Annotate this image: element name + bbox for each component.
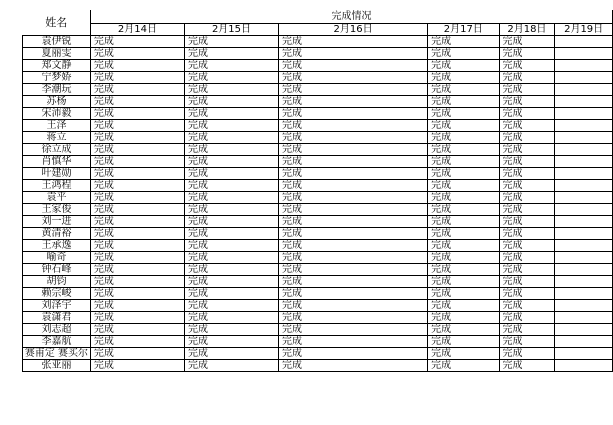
student-name-cell: 张亚丽: [23, 360, 91, 372]
table-row: [23, 288, 613, 300]
status-cell: 完成: [90, 360, 184, 372]
status-cell: [555, 276, 613, 288]
table-row: [23, 300, 613, 312]
status-cell: 完成: [279, 348, 428, 360]
status-cell: 完成: [90, 288, 184, 300]
student-name-cell: 刘泽宇: [23, 300, 91, 312]
table-row: [23, 108, 613, 120]
student-name-cell: 宁梦娇: [23, 72, 91, 84]
status-cell: 完成: [90, 216, 184, 228]
student-name-cell: 王鸿程: [23, 180, 91, 192]
status-cell: 完成: [499, 300, 555, 312]
status-cell: 完成: [279, 84, 428, 96]
status-cell: 完成: [279, 252, 428, 264]
status-cell: [555, 36, 613, 48]
status-cell: 完成: [279, 60, 428, 72]
status-cell: 完成: [428, 144, 499, 156]
student-name-cell: 王承逸: [23, 240, 91, 252]
status-cell: [555, 228, 613, 240]
student-name-cell: 李嘉航: [23, 336, 91, 348]
status-cell: 完成: [499, 288, 555, 300]
table-row: [23, 120, 613, 132]
status-cell: 完成: [428, 336, 499, 348]
student-name-cell: 王家俊: [23, 204, 91, 216]
status-cell: 完成: [428, 348, 499, 360]
status-cell: [555, 180, 613, 192]
status-cell: 完成: [428, 264, 499, 276]
status-cell: 完成: [499, 72, 555, 84]
status-cell: [555, 216, 613, 228]
status-cell: 完成: [499, 84, 555, 96]
table-row: [23, 276, 613, 288]
status-cell: 完成: [184, 72, 278, 84]
name-column-header: 姓名: [23, 10, 91, 36]
status-cell: 完成: [428, 96, 499, 108]
table-row: [23, 312, 613, 324]
status-cell: 完成: [184, 240, 278, 252]
status-cell: 完成: [90, 36, 184, 48]
status-cell: 完成: [90, 72, 184, 84]
table-row: [23, 180, 613, 192]
status-cell: 完成: [184, 156, 278, 168]
status-cell: 完成: [90, 192, 184, 204]
status-cell: 完成: [184, 60, 278, 72]
status-cell: 完成: [499, 132, 555, 144]
student-name-cell: 袁平: [23, 192, 91, 204]
status-cell: 完成: [428, 276, 499, 288]
status-cell: 完成: [90, 84, 184, 96]
status-cell: 完成: [428, 48, 499, 60]
table-row: [23, 348, 613, 360]
status-cell: [555, 348, 613, 360]
status-cell: [555, 84, 613, 96]
status-cell: 完成: [184, 120, 278, 132]
status-cell: 完成: [428, 120, 499, 132]
status-cell: [555, 48, 613, 60]
status-cell: 完成: [90, 300, 184, 312]
status-cell: 完成: [279, 264, 428, 276]
status-cell: [555, 192, 613, 204]
status-cell: 完成: [90, 312, 184, 324]
status-cell: 完成: [428, 36, 499, 48]
status-cell: 完成: [428, 216, 499, 228]
completion-table: [22, 10, 613, 372]
status-cell: 完成: [499, 120, 555, 132]
status-cell: 完成: [90, 324, 184, 336]
status-cell: 完成: [428, 108, 499, 120]
student-name-cell: 夏丽雯: [23, 48, 91, 60]
status-cell: 完成: [499, 216, 555, 228]
status-cell: 完成: [499, 252, 555, 264]
status-cell: 完成: [90, 252, 184, 264]
status-cell: 完成: [279, 96, 428, 108]
status-cell: 完成: [184, 36, 278, 48]
student-name-cell: 徐立成: [23, 144, 91, 156]
table-row: [23, 240, 613, 252]
status-cell: [555, 360, 613, 372]
table-row: [23, 168, 613, 180]
status-cell: 完成: [279, 108, 428, 120]
status-cell: 完成: [499, 276, 555, 288]
status-cell: 完成: [90, 120, 184, 132]
status-cell: [555, 132, 613, 144]
status-cell: 完成: [428, 204, 499, 216]
status-cell: 完成: [499, 36, 555, 48]
status-cell: 完成: [279, 168, 428, 180]
table-row: [23, 72, 613, 84]
status-cell: 完成: [499, 324, 555, 336]
status-cell: 完成: [279, 216, 428, 228]
status-cell: 完成: [428, 312, 499, 324]
status-cell: 完成: [279, 240, 428, 252]
status-cell: 完成: [499, 108, 555, 120]
student-name-cell: 黄清裕: [23, 228, 91, 240]
status-cell: 完成: [184, 336, 278, 348]
date-column-header: 2月14日: [90, 24, 184, 36]
status-cell: 完成: [428, 240, 499, 252]
status-cell: [555, 324, 613, 336]
status-cell: 完成: [499, 336, 555, 348]
student-name-cell: 袁伊锐: [23, 36, 91, 48]
status-cell: 完成: [428, 180, 499, 192]
status-cell: [555, 264, 613, 276]
status-cell: 完成: [184, 252, 278, 264]
status-cell: 完成: [184, 180, 278, 192]
status-cell: 完成: [279, 36, 428, 48]
student-name-cell: 王泽: [23, 120, 91, 132]
student-name-cell: 刘一进: [23, 216, 91, 228]
student-name-cell: 赖宗峻: [23, 288, 91, 300]
student-name-cell: 喻奇: [23, 252, 91, 264]
status-cell: 完成: [90, 180, 184, 192]
date-column-header: 2月18日: [499, 24, 555, 36]
date-column-header: 2月15日: [184, 24, 278, 36]
status-cell: [555, 96, 613, 108]
table-row: [23, 192, 613, 204]
status-cell: 完成: [90, 168, 184, 180]
status-cell: 完成: [184, 348, 278, 360]
status-cell: 完成: [184, 48, 278, 60]
table-row: [23, 96, 613, 108]
status-cell: 完成: [184, 144, 278, 156]
status-cell: 完成: [499, 312, 555, 324]
status-cell: 完成: [428, 84, 499, 96]
status-cell: 完成: [499, 60, 555, 72]
table-row: [23, 144, 613, 156]
status-cell: [555, 204, 613, 216]
status-cell: [555, 120, 613, 132]
status-cell: 完成: [184, 324, 278, 336]
status-cell: 完成: [90, 228, 184, 240]
status-cell: 完成: [279, 336, 428, 348]
status-cell: 完成: [279, 360, 428, 372]
status-cell: 完成: [184, 132, 278, 144]
status-cell: 完成: [279, 156, 428, 168]
status-cell: [555, 156, 613, 168]
status-cell: 完成: [184, 204, 278, 216]
status-cell: 完成: [279, 192, 428, 204]
status-cell: 完成: [499, 204, 555, 216]
status-cell: 完成: [90, 240, 184, 252]
status-cell: 完成: [499, 156, 555, 168]
status-cell: [555, 108, 613, 120]
status-cell: 完成: [428, 300, 499, 312]
status-cell: 完成: [279, 120, 428, 132]
status-cell: 完成: [499, 48, 555, 60]
status-cell: 完成: [428, 72, 499, 84]
status-cell: 完成: [279, 72, 428, 84]
status-cell: [555, 288, 613, 300]
status-cell: 完成: [279, 48, 428, 60]
status-cell: 完成: [499, 168, 555, 180]
status-cell: [555, 240, 613, 252]
status-cell: [555, 72, 613, 84]
student-name-cell: 刘志超: [23, 324, 91, 336]
status-cell: 完成: [428, 60, 499, 72]
table-row: [23, 156, 613, 168]
student-name-cell: 郑文静: [23, 60, 91, 72]
table-row: [23, 264, 613, 276]
status-cell: 完成: [428, 288, 499, 300]
table-row: [23, 324, 613, 336]
student-name-cell: 宋沛毅: [23, 108, 91, 120]
status-cell: 完成: [90, 204, 184, 216]
status-cell: 完成: [428, 228, 499, 240]
student-name-cell: 肖慎华: [23, 156, 91, 168]
status-cell: 完成: [499, 264, 555, 276]
status-cell: 完成: [279, 300, 428, 312]
status-cell: 完成: [279, 312, 428, 324]
status-cell: 完成: [184, 288, 278, 300]
status-cell: 完成: [184, 360, 278, 372]
status-cell: 完成: [184, 228, 278, 240]
status-cell: 完成: [499, 240, 555, 252]
status-cell: 完成: [499, 96, 555, 108]
status-cell: 完成: [184, 300, 278, 312]
student-name-cell: 蒋立: [23, 132, 91, 144]
status-cell: 完成: [90, 108, 184, 120]
status-cell: 完成: [184, 312, 278, 324]
status-cell: 完成: [279, 228, 428, 240]
table-row: [23, 360, 613, 372]
status-cell: 完成: [428, 156, 499, 168]
table-row: [23, 204, 613, 216]
status-cell: 完成: [279, 204, 428, 216]
status-cell: 完成: [90, 144, 184, 156]
status-cell: 完成: [499, 180, 555, 192]
status-cell: 完成: [90, 276, 184, 288]
status-cell: 完成: [184, 216, 278, 228]
status-cell: 完成: [499, 360, 555, 372]
status-cell: 完成: [184, 276, 278, 288]
status-cell: 完成: [184, 96, 278, 108]
completion-status-header: 完成情况: [90, 10, 612, 24]
status-cell: [555, 252, 613, 264]
table-row: [23, 60, 613, 72]
table-row: [23, 84, 613, 96]
table-row: [23, 132, 613, 144]
status-cell: 完成: [184, 264, 278, 276]
status-cell: 完成: [90, 264, 184, 276]
status-cell: [555, 144, 613, 156]
table-row: [23, 336, 613, 348]
status-cell: [555, 168, 613, 180]
status-cell: 完成: [279, 276, 428, 288]
table-row: [23, 48, 613, 60]
status-cell: 完成: [184, 168, 278, 180]
status-cell: 完成: [90, 348, 184, 360]
status-cell: 完成: [279, 144, 428, 156]
date-column-header: 2月19日: [555, 24, 613, 36]
status-cell: 完成: [428, 132, 499, 144]
table-body: [23, 36, 613, 372]
student-name-cell: 叶建勋: [23, 168, 91, 180]
student-name-cell: 胡钧: [23, 276, 91, 288]
table-row: [23, 216, 613, 228]
status-cell: [555, 60, 613, 72]
date-header-row: [23, 24, 613, 36]
student-name-cell: 袁潇君: [23, 312, 91, 324]
status-cell: 完成: [428, 324, 499, 336]
status-cell: 完成: [428, 360, 499, 372]
status-cell: 完成: [90, 60, 184, 72]
status-cell: [555, 312, 613, 324]
student-name-cell: 苏杨: [23, 96, 91, 108]
status-cell: 完成: [428, 168, 499, 180]
status-cell: 完成: [428, 192, 499, 204]
status-cell: [555, 300, 613, 312]
status-cell: 完成: [90, 156, 184, 168]
status-cell: 完成: [184, 108, 278, 120]
status-cell: 完成: [279, 132, 428, 144]
table-row: [23, 36, 613, 48]
status-cell: [555, 336, 613, 348]
status-cell: 完成: [90, 336, 184, 348]
date-column-header: 2月16日: [279, 24, 428, 36]
status-cell: 完成: [279, 324, 428, 336]
status-cell: 完成: [279, 180, 428, 192]
status-cell: 完成: [499, 228, 555, 240]
status-cell: 完成: [428, 252, 499, 264]
status-cell: 完成: [184, 84, 278, 96]
table-row: [23, 228, 613, 240]
date-column-header: 2月17日: [428, 24, 499, 36]
status-cell: 完成: [279, 288, 428, 300]
status-cell: 完成: [90, 96, 184, 108]
status-cell: 完成: [90, 132, 184, 144]
status-cell: 完成: [90, 48, 184, 60]
status-cell: 完成: [499, 144, 555, 156]
status-cell: 完成: [184, 192, 278, 204]
table-row: [23, 252, 613, 264]
student-name-cell: 赛甫定 赛买尔: [23, 348, 91, 360]
status-cell: 完成: [499, 348, 555, 360]
student-name-cell: 李潮玩: [23, 84, 91, 96]
student-name-cell: 钟石峰: [23, 264, 91, 276]
status-cell: 完成: [499, 192, 555, 204]
